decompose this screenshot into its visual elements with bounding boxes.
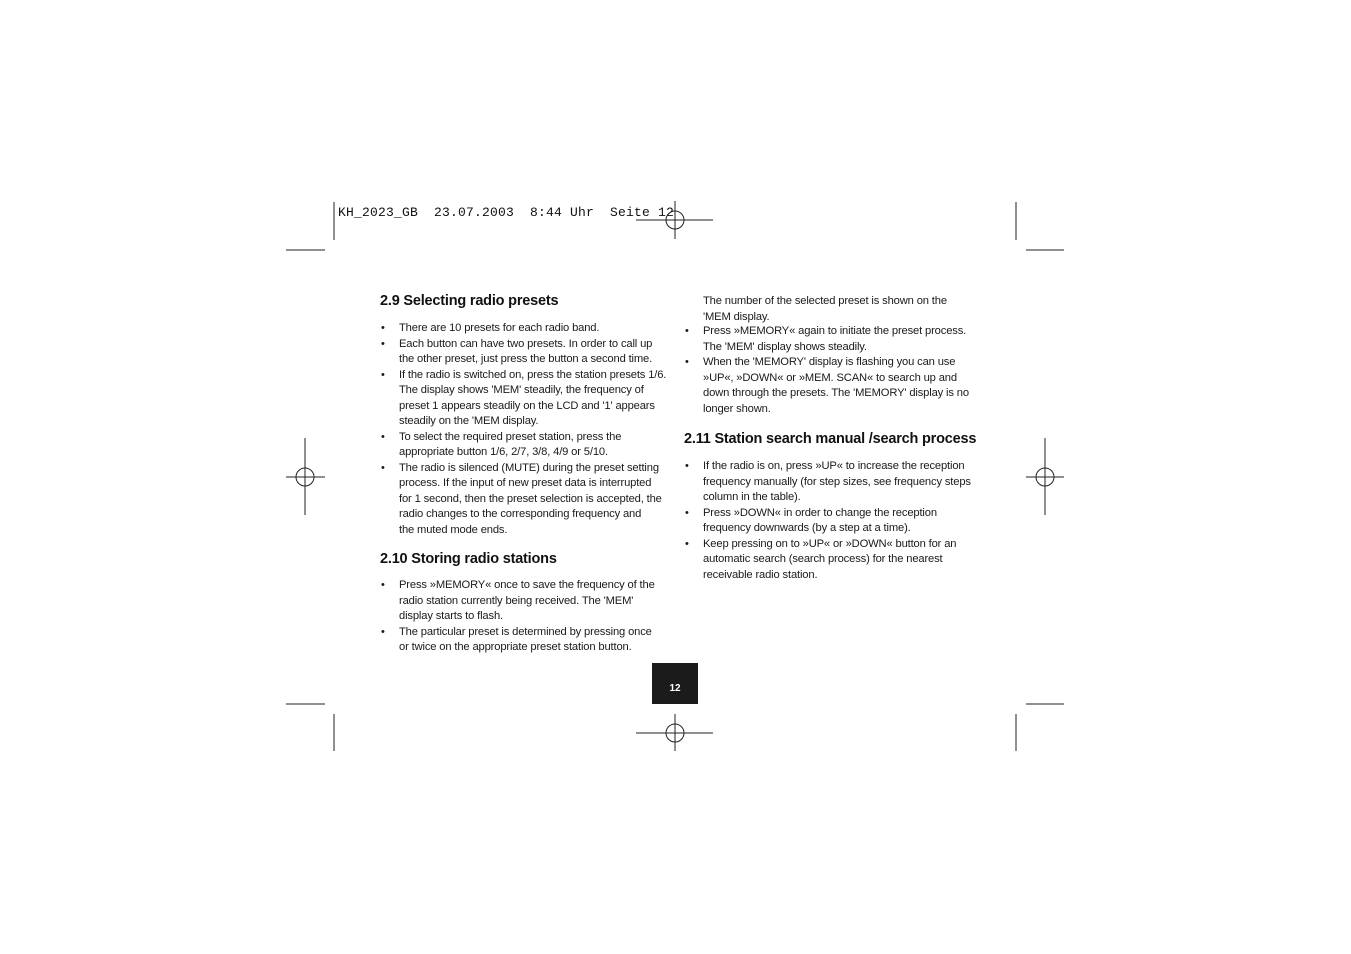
bullet-list-2-11 — [684, 459, 971, 583]
text-line: receivable radio station. — [703, 568, 818, 581]
text-line: longer shown. — [703, 402, 771, 415]
list-item — [684, 459, 971, 506]
list-item — [684, 537, 971, 584]
bullet-list-2-9 — [380, 321, 666, 538]
text-line: down through the presets. The 'MEMORY' display is no — [703, 387, 969, 399]
list-item — [684, 324, 969, 355]
registration-mark-left — [286, 438, 325, 515]
list-item — [380, 321, 666, 337]
list-item — [380, 368, 666, 430]
text-line: display starts to flash. — [399, 610, 503, 622]
text-line: • Press »DOWN« in order to change the reception — [703, 506, 937, 519]
bullet-list-2-10-continued — [684, 324, 969, 417]
text-line: automatic search (search process) for the nearest — [703, 553, 943, 565]
text-line: • The radio is silenced (MUTE) during the preset setting — [399, 461, 659, 474]
text-line: frequency downwards (by a step at a time). — [703, 522, 911, 534]
list-item — [380, 430, 666, 461]
text-line: radio changes to the corresponding frequency and — [399, 508, 642, 520]
text-line: The display shows 'MEM' steadily, the frequency of — [399, 384, 644, 396]
text-line: • When the 'MEMORY' display is flashing you can use — [703, 356, 956, 368]
text-line: preset 1 appears steadily on the LCD and '1' appears — [399, 399, 655, 412]
text-line: • To select the required preset station, press the — [399, 430, 622, 443]
list-item — [380, 625, 655, 656]
section-heading-2-9: 2.9 Selecting radio presets — [380, 293, 559, 309]
text-line: process. If the input of new preset data is interrupted — [399, 477, 652, 489]
text-line: The number of the selected preset is shown on the — [703, 295, 947, 307]
registration-mark-right — [1026, 438, 1064, 515]
text-line: or twice on the appropriate preset station button. — [399, 641, 632, 653]
text-line: for 1 second, then the preset selection is accepted, the — [399, 492, 662, 505]
text-line: the other preset, just press the button a second time. — [399, 353, 653, 365]
text-line: The 'MEM' display shows steadily. — [703, 340, 867, 353]
text-line: • If the radio is on, press »UP« to increase the reception — [703, 460, 965, 472]
section-heading-2-11: 2.11 Station search manual /search process — [684, 431, 977, 447]
registration-mark-top — [636, 201, 713, 239]
text-line: frequency manually (for step sizes, see frequency steps — [703, 475, 971, 488]
text-line: • There are 10 presets for each radio band. — [399, 322, 600, 334]
list-item — [380, 337, 666, 368]
page-number-box — [652, 663, 698, 704]
registration-mark-bottom — [636, 714, 713, 751]
section-heading-2-10: 2.10 Storing radio stations — [380, 551, 557, 567]
text-line: steadily on the 'MEM display. — [399, 415, 539, 427]
list-item — [684, 355, 969, 417]
text-line: the muted mode ends. — [399, 523, 508, 536]
text-line: • Press »MEMORY« once to save the frequency of the — [399, 579, 655, 591]
page-number: 12 — [669, 683, 681, 694]
text-line: • If the radio is switched on, press the station presets 1/6. — [399, 368, 667, 381]
text-line: radio station currently being received. The 'MEM' — [399, 594, 634, 607]
list-item — [380, 578, 655, 625]
text-line: • The particular preset is determined by pressing once — [399, 625, 652, 638]
text-line: • Press »MEMORY« again to initiate the preset process. — [703, 325, 967, 337]
text-line: • Each button can have two presets. In order to call up — [399, 337, 653, 350]
bullet-list-2-10 — [380, 578, 655, 656]
text-line: column in the table). — [703, 491, 801, 503]
text-line: »UP«, »DOWN« or »MEM. SCAN« to search up and — [703, 371, 957, 384]
list-item — [380, 461, 666, 539]
print-slug: KH_2023_GB 23.07.2003 8:44 Uhr Seite 12 — [338, 205, 675, 220]
continuation-paragraph — [703, 294, 947, 325]
text-line: 'MEM display. — [703, 310, 770, 323]
text-line: • Keep pressing on to »UP« or »DOWN« button for an — [703, 537, 957, 550]
list-item — [684, 506, 971, 537]
text-line: appropriate button 1/6, 2/7, 3/8, 4/9 or 5/10. — [399, 446, 608, 458]
